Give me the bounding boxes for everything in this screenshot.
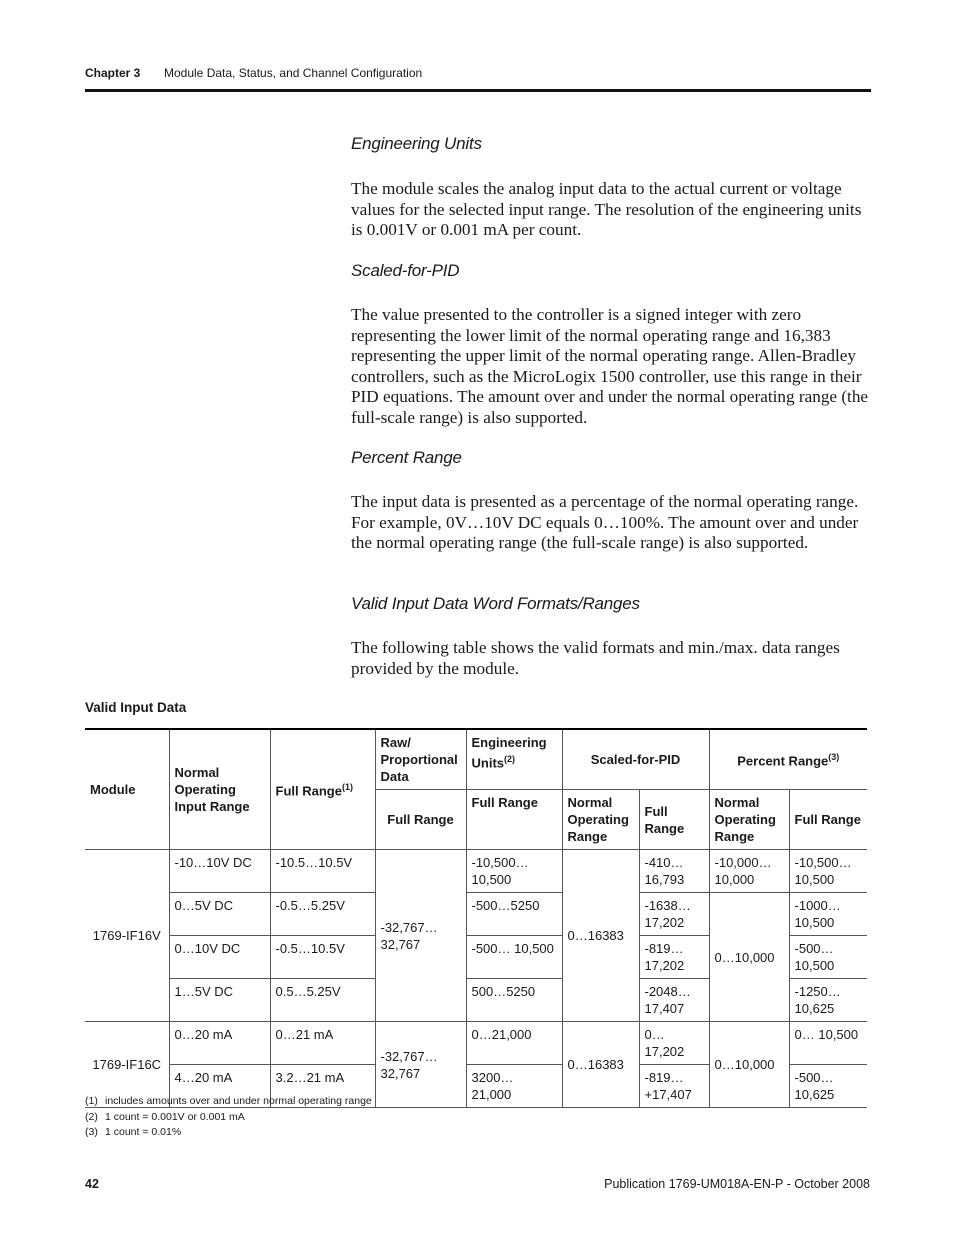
pid-full-cell: -1638… 17,202 xyxy=(639,893,709,936)
paragraph-engineering-units: The module scales the analog input data to the actual current or voltage values for the selected input range. The resolution of the engineering units is 0.001V or 0.001 mA per count. xyxy=(351,179,862,240)
heading-valid-input-data-formats: Valid Input Data Word Formats/Ranges xyxy=(351,594,640,613)
col-header-engineering-units: Engineering Units$^{(2)}$ xyxy=(466,729,562,790)
normal-range-cell: 1…5V DC xyxy=(169,979,270,1022)
pid-normal-cell: 0…16383 xyxy=(562,1022,639,1108)
pid-full-cell: -819… 17,202 xyxy=(639,936,709,979)
engineering-units-cell: 3200… 21,000 xyxy=(466,1065,562,1108)
module-cell: 1769-IF16V xyxy=(85,850,169,1022)
table-footnotes xyxy=(85,1094,372,1141)
col-header-scaled-for-pid: Scaled-for-PID xyxy=(562,729,709,790)
paragraph-valid-input-data-formats: The following table shows the valid formats and min./max. data ranges provided by the module. xyxy=(351,638,840,678)
pid-full-cell: -819… +17,407 xyxy=(639,1065,709,1108)
running-header xyxy=(85,66,871,84)
valid-input-data-table xyxy=(85,728,867,1108)
pct-full-cell: -500… 10,500 xyxy=(789,936,867,979)
pct-normal-cell: -10,000… 10,000 xyxy=(709,850,789,893)
subheader-pid-full-range: Full Range xyxy=(639,790,709,850)
pct-normal-cell: 0…10,000 xyxy=(709,1022,789,1108)
table-row xyxy=(85,893,867,936)
normal-range-cell: 0…10V DC xyxy=(169,936,270,979)
header-rule xyxy=(85,89,871,92)
full-range-cell: 0.5…5.25V xyxy=(270,979,375,1022)
page-number: 42 xyxy=(85,1177,99,1191)
col-header-full-range: Full Range$^{(1)}$ xyxy=(270,729,375,850)
paragraph-percent-range: The input data is presented as a percentage of the normal operating range. For example, 0V…10V DC equals 0…100%. The amount over and under the normal operating range (the full-scale range) is also supported. xyxy=(351,492,859,553)
pct-full-cell: -10,500… 10,500 xyxy=(789,850,867,893)
col-header-raw-proportional: Raw/ Proportional Data xyxy=(375,729,466,790)
engineering-units-cell: -10,500… 10,500 xyxy=(466,850,562,893)
heading-scaled-for-pid: Scaled-for-PID xyxy=(351,261,460,280)
col-header-percent-range: Percent Range$^{(3)}$ xyxy=(709,729,867,790)
module-cell: 1769-IF16C xyxy=(85,1022,169,1108)
chapter-title: Module Data, Status, and Channel Configuration xyxy=(164,66,423,80)
normal-range-cell: 0…5V DC xyxy=(169,893,270,936)
subheader-pid-normal-operating-range: Normal Operating Range xyxy=(562,790,639,850)
engineering-units-cell: -500… 10,500 xyxy=(466,936,562,979)
pid-normal-cell: 0…16383 xyxy=(562,850,639,1022)
chapter-label: Chapter 3 xyxy=(85,66,141,80)
col-header-normal-operating-input-range: Normal Operating Input Range xyxy=(169,729,270,850)
normal-range-cell: 4…20 mA xyxy=(169,1065,270,1108)
pid-full-cell: -2048… 17,407 xyxy=(639,979,709,1022)
pid-full-cell: -410… 16,793 xyxy=(639,850,709,893)
full-range-cell: -0.5…10.5V xyxy=(270,936,375,979)
raw-proportional-cell: -32,767… 32,767 xyxy=(375,850,466,1022)
pct-full-cell: -1250… 10,625 xyxy=(789,979,867,1022)
full-range-cell: -10.5…10.5V xyxy=(270,850,375,893)
full-range-cell: 3.2…21 mA xyxy=(270,1065,375,1108)
paragraph-scaled-for-pid: The value presented to the controller is a signed integer with zero representing the lower limit of the normal operating range and 16,383 representing the upper limit of the normal operating range. Allen-Bradley controllers, such as the MicroLogix 1500 controller, use this range in their PID equations. The amount over and under the normal operating range (the full-scale range) is also supported. xyxy=(351,305,869,427)
subheader-pct-normal-operating-range: Normal Operating Range xyxy=(709,790,789,850)
subheader-eng-full-range: Full Range xyxy=(466,790,562,850)
pct-full-cell: -500… 10,625 xyxy=(789,1065,867,1108)
subheader-pct-full-range: Full Range xyxy=(789,790,867,850)
full-range-cell: -0.5…5.25V xyxy=(270,893,375,936)
table-row xyxy=(85,1022,867,1065)
normal-range-cell: -10…10V DC xyxy=(169,850,270,893)
footnote-item: (3) 1 count = 0.01% xyxy=(85,1126,182,1138)
heading-engineering-units: Engineering Units xyxy=(351,134,482,153)
engineering-units-cell: 0…21,000 xyxy=(466,1022,562,1065)
engineering-units-cell: 500…5250 xyxy=(466,979,562,1022)
pct-full-cell: 0… 10,500 xyxy=(789,1022,867,1065)
table-title: Valid Input Data xyxy=(85,700,187,715)
raw-proportional-cell: -32,767… 32,767 xyxy=(375,1022,466,1108)
footnote-item: (2) 1 count = 0.001V or 0.001 mA xyxy=(85,1110,245,1123)
subheader-raw-full-range: Full Range xyxy=(375,790,466,850)
pct-normal-cell: 0…10,000 xyxy=(709,893,789,1022)
pct-full-cell: -1000… 10,500 xyxy=(789,893,867,936)
heading-percent-range: Percent Range xyxy=(351,448,462,467)
publication-info: Publication 1769-UM018A-EN-P - October 2008 xyxy=(604,1177,870,1191)
table-header-row xyxy=(85,729,867,790)
pid-full-cell: 0… 17,202 xyxy=(639,1022,709,1065)
footnote-item: (1) includes amounts over and under normal operating range xyxy=(85,1095,372,1107)
engineering-units-cell: -500…5250 xyxy=(466,893,562,936)
table-row xyxy=(85,850,867,893)
full-range-cell: 0…21 mA xyxy=(270,1022,375,1065)
normal-range-cell: 0…20 mA xyxy=(169,1022,270,1065)
col-header-module: Module xyxy=(85,729,169,850)
